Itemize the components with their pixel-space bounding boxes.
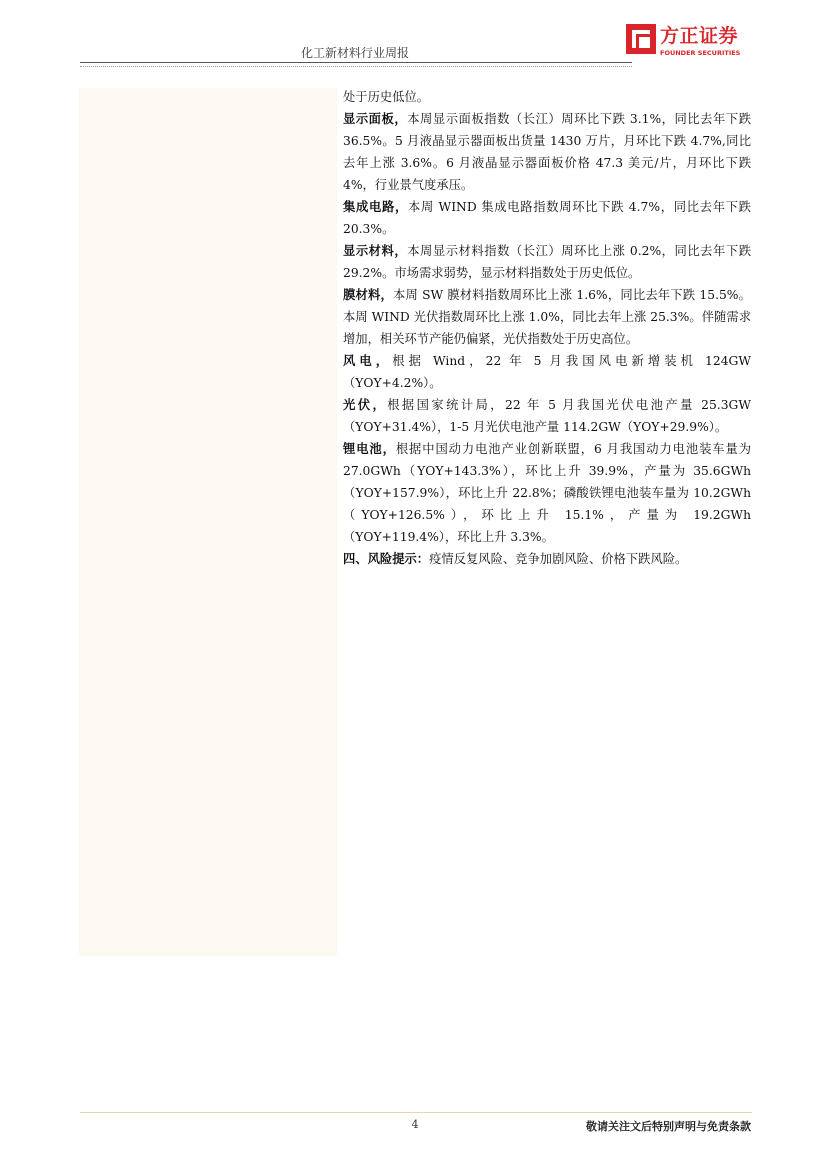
paragraph-lead: 显示材料， xyxy=(343,244,408,258)
body-text xyxy=(343,86,751,570)
paragraph xyxy=(343,394,751,438)
paragraph-lead: 锂电池， xyxy=(343,442,396,456)
logo-name: 方正证券 xyxy=(660,25,739,47)
paragraph-text: 本周 WIND 集成电路指数周环比下跌 4.7%，同比去年下跌 20.3%。 xyxy=(343,200,751,236)
paragraph-text: 处于历史低位。 xyxy=(343,90,430,104)
paragraph-lead: 四、风险提示： xyxy=(343,552,430,566)
sidebar-panel xyxy=(79,88,337,956)
paragraph xyxy=(343,196,751,240)
paragraph-text: 根据中国动力电池产业创新联盟，6 月我国动力电池装车量为 27.0GWh（YOY+143.3%），环比上升 39.9%，产量为 35.6GWh（YOY+157.9%），环比上升 22.8%；磷酸铁锂电池装车量为 10.2GWh（YOY+126.5%），环比上升 15.1%，产量为 19.2GWh（YOY+119.4%），环比上升 3.3%。 xyxy=(343,442,751,544)
paragraph-text: 本周 SW 膜材料指数周环比上涨 1.6%，同比去年下跌 15.5%。本周 WIND 光伏指数周环比上涨 1.0%，同比去年上涨 25.3%。伴随需求增加，相关环节产能仍偏紧，光伏指数处于历史高位。 xyxy=(343,288,751,346)
footer-divider xyxy=(80,1112,752,1113)
paragraph xyxy=(343,438,751,548)
paragraph-lead: 集成电路， xyxy=(343,200,408,214)
paragraph-lead: 膜材料， xyxy=(343,288,393,302)
paragraph xyxy=(343,86,751,108)
paragraph-lead: 显示面板， xyxy=(343,112,408,126)
paragraph xyxy=(343,350,751,394)
logo-english-name: FOUNDER SECURITIES xyxy=(660,49,741,57)
paragraph xyxy=(343,108,751,196)
paragraph-text: 根据国家统计局，22 年 5 月我国光伏电池产量 25.3GW（YOY+31.4%），1-5 月光伏电池产量 114.2GW（YOY+29.9%）。 xyxy=(343,398,751,434)
paragraph-lead: 风电， xyxy=(343,354,393,368)
founder-securities-logo xyxy=(626,24,751,60)
paragraph-lead: 光伏， xyxy=(343,398,388,412)
paragraph xyxy=(343,284,751,350)
paragraph xyxy=(343,240,751,284)
paragraph-text: 本周显示材料指数（长江）周环比上涨 0.2%，同比去年下跌 29.2%。市场需求弱势，显示材料指数处于历史低位。 xyxy=(343,244,751,280)
founder-logo-icon xyxy=(626,24,656,54)
page-number: 4 xyxy=(411,1118,419,1131)
paragraph-text: 根据 Wind，22 年 5 月我国风电新增装机 124GW（YOY+4.2%）。 xyxy=(343,354,751,390)
report-title: 化工新材料行业周报 xyxy=(300,46,409,60)
paragraph-text: 本周显示面板指数（长江）周环比下跌 3.1%，同比去年下跌 36.5%。5 月液晶显示器面板出货量 1430 万片，月环比下跌 4.7%,同比去年上涨 3.6%。6 月液晶显示器面板价格 47.3 美元/片，月环比下跌 4%，行业景气度承压。 xyxy=(343,112,751,192)
header-divider xyxy=(80,62,632,63)
disclaimer-note: 敬请关注文后特别声明与免责条款 xyxy=(586,1120,751,1133)
paragraph xyxy=(343,548,751,570)
header-dotted-divider xyxy=(80,66,632,67)
paragraph-text: 疫情反复风险、竞争加剧风险、价格下跌风险。 xyxy=(429,552,688,566)
